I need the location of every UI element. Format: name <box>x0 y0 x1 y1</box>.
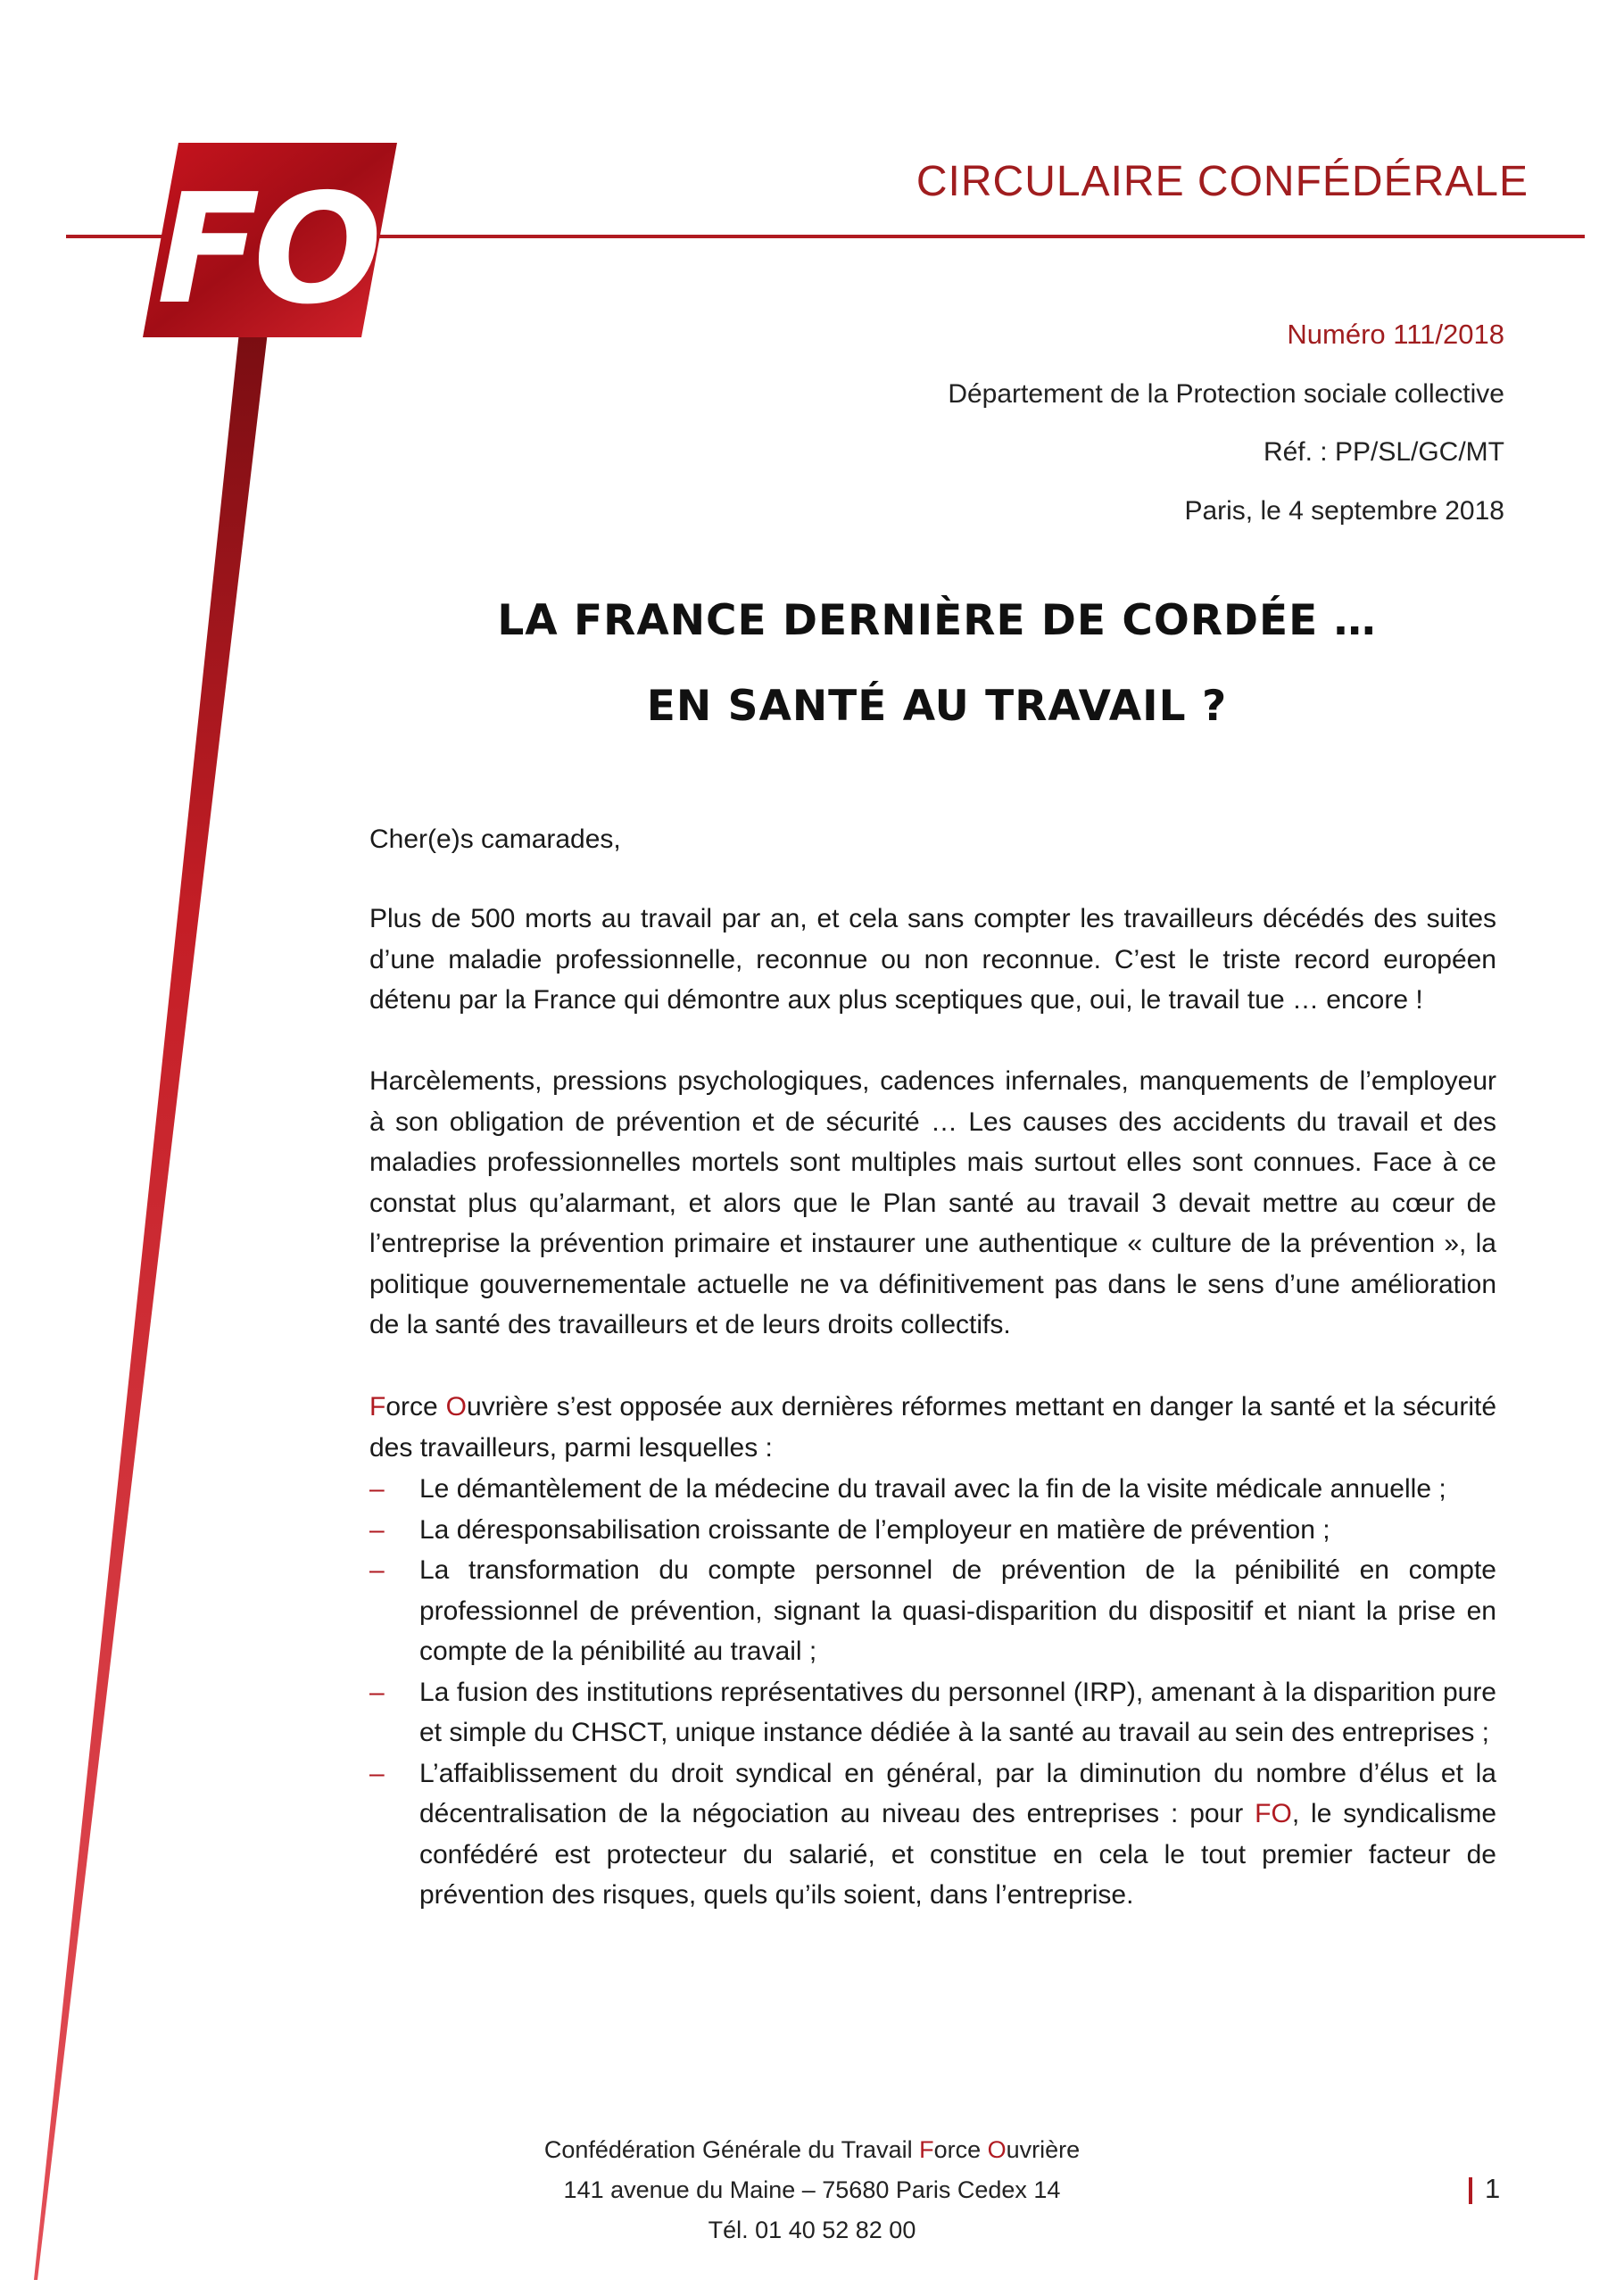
bullet-dash: – <box>369 1474 385 1504</box>
footer-address: 141 avenue du Maine – 75680 Paris Cedex 14 <box>563 2176 1061 2203</box>
fo-mention: FO <box>1255 1799 1292 1828</box>
reform-list <box>369 1469 1496 1916</box>
bullet-dash: – <box>369 1555 385 1585</box>
logo-text: FO <box>156 162 376 337</box>
list-item: – L’affaiblissement du droit syndical en général, par la diminution du nombre d’élus et la décentralisation de la négociation au niveau des entreprises : pour FO, le syndicalisme confédéré est protecteur du salarié, et constitue en cela le tout premier facteur de prévention des risques, quels qu’ils soient, dans l’entreprise. <box>369 1753 1496 1916</box>
bullet-dash: – <box>369 1677 385 1707</box>
paragraph-2: Harcèlements, pressions psychologiques, cadences infernales, manquements de l’employeur à son obligation de prévention et de sécurité … Les causes des accidents du travail et des maladies professionnelles mortels sont multiples mais surtout elles sont connues. Face à ce constat plus qu’alarmant, et alors que le Plan santé au travail 3 devait mettre au cœur de l’entreprise la prévention primaire et instaurer une authentique « culture de la prévention », la politique gouvernementale actuelle ne va définitivement pas dans le sens d’une amélioration de la santé des travailleurs et de leurs droits collectifs. <box>369 1066 1496 1339</box>
page-number: 1 <box>1485 2173 1501 2204</box>
footer <box>455 2130 1169 2250</box>
reference: Réf. : PP/SL/GC/MT <box>1263 437 1504 467</box>
fo-initial-o: O <box>445 1392 468 1422</box>
paragraph-3: Force Ouvrière s’est opposée aux dernières réformes mettant en danger la santé et la sécurité des travailleurs, parmi lesquelles : <box>369 1392 1496 1463</box>
page-number-marker <box>1469 2177 1472 2204</box>
list-item: – Le démantèlement de la médecine du travail avec la fin de la visite médicale annuelle ; <box>369 1469 1496 1510</box>
circular-title: CIRCULAIRE CONFÉDÉRALE <box>916 158 1529 205</box>
footer-organization: Confédération Générale du Travail Force Ouvrière <box>543 2136 1081 2163</box>
paragraph-1: Plus de 500 morts au travail par an, et cela sans compter les travailleurs décédés des suites d’une maladie professionnelle, reconnue ou non reconnue. C’est le triste record européen détenu par la France qui démontre aux plus sceptiques que, oui, le travail tue … encore ! <box>369 904 1496 1015</box>
bullet-dash: – <box>369 1514 385 1545</box>
footer-phone: Tél. 01 40 52 82 00 <box>708 2217 916 2243</box>
document-title-line2: EN SANTÉ AU TRAVAIL ? <box>646 682 1228 731</box>
date: Paris, le 4 septembre 2018 <box>1184 496 1504 526</box>
department: Département de la Protection sociale collective <box>948 379 1504 409</box>
bullet-dash: – <box>369 1758 385 1788</box>
circular-number: Numéro 111/2018 <box>1287 319 1504 350</box>
fo-logo <box>143 143 397 337</box>
salutation: Cher(e)s camarades, <box>369 825 621 854</box>
list-item: – La déresponsabilisation croissante de l’employeur en matière de prévention ; <box>369 1510 1496 1551</box>
document-title-line1: LA FRANCE DERNIÈRE DE CORDÉE … <box>497 596 1377 645</box>
fo-initial-f: F <box>369 1392 386 1422</box>
list-item: – La transformation du compte personnel de prévention de la pénibilité en compte professionnel de prévention, signant la quasi-disparition du dispositif et niant la prise en compte de la pénibilité au travail ; <box>369 1550 1496 1672</box>
list-item: – La fusion des institutions représentatives du personnel (IRP), amenant à la disparition pure et simple du CHSCT, unique instance dédiée à la santé au travail au sein des entreprises ; <box>369 1672 1496 1753</box>
